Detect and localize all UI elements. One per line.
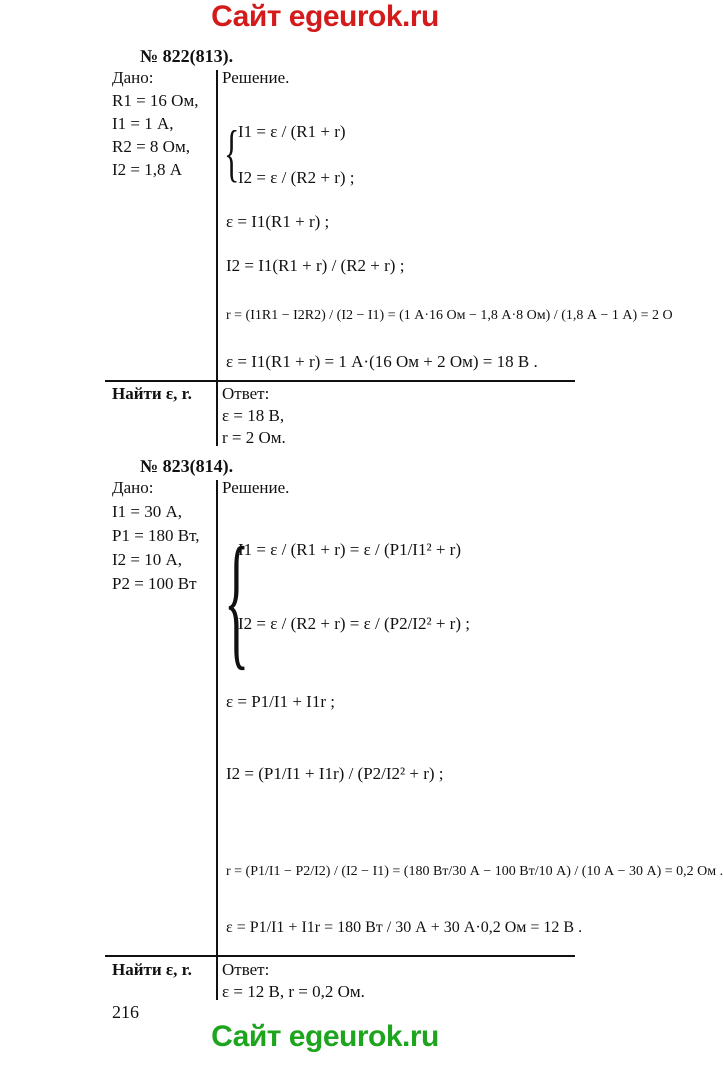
answer-item: ε = 18 В,: [222, 406, 285, 425]
solution-step: ε = I1(R1 + r) ;: [226, 212, 330, 231]
divider-vertical: [216, 480, 218, 1000]
solution-step: r = (I1R1 − I2R2) / (I2 − I1) = (1 А·16 Ом − 1,8 А·8 Ом) / (1,8 А − 1 А) = 2 О: [226, 308, 673, 323]
solution-label: Решение.: [222, 478, 290, 497]
given-item: P1 = 180 Вт,: [112, 526, 200, 545]
page-number: 216: [112, 1002, 139, 1022]
divider-vertical: [216, 70, 218, 446]
given-item: I1 = 1 А,: [112, 114, 174, 133]
solution-step: ε = I1(R1 + r) = 1 А·(16 Ом + 2 Ом) = 18 В .: [226, 352, 538, 371]
divider-horizontal: [105, 380, 575, 382]
given-item: P2 = 100 Вт: [112, 574, 197, 593]
given-item: R1 = 16 Ом,: [112, 91, 199, 110]
find-label: Найти ε, r.: [112, 960, 192, 979]
solution-step: I2 = ε / (R2 + r) ;: [238, 168, 355, 187]
solution-step: I2 = I1(R1 + r) / (R2 + r) ;: [226, 256, 405, 275]
answer-label: Ответ:: [222, 960, 270, 979]
solution-step: ε = P1/I1 + I1r ;: [226, 692, 335, 711]
solution-step: I2 = ε / (R2 + r) = ε / (P2/I2² + r) ;: [238, 614, 470, 633]
solution-step: ε = P1/I1 + I1r = 180 Вт / 30 А + 30 А·0,2 Ом = 12 В .: [226, 919, 583, 936]
brace-icon: {: [224, 517, 250, 683]
solution-step: I2 = (P1/I1 + I1r) / (P2/I2² + r) ;: [226, 764, 444, 783]
solution-step: I1 = ε / (R1 + r) = ε / (P1/I1² + r): [238, 540, 461, 559]
brace-icon: {: [224, 117, 240, 188]
answer-item: ε = 12 В, r = 0,2 Ом.: [222, 982, 365, 1001]
problem-823-title: № 823(814).: [140, 456, 234, 476]
problem-822-title: № 822(813).: [140, 46, 234, 66]
given-label: Дано:: [112, 68, 154, 87]
divider-horizontal: [105, 955, 575, 957]
answer-label: Ответ:: [222, 384, 270, 403]
watermark-top: Сайт egeurok.ru: [211, 0, 439, 33]
given-label: Дано:: [112, 478, 154, 497]
given-item: I2 = 10 А,: [112, 550, 183, 569]
watermark-bottom: Сайт egeurok.ru: [211, 1020, 439, 1053]
find-label: Найти ε, r.: [112, 384, 192, 403]
given-item: R2 = 8 Ом,: [112, 137, 190, 156]
given-item: I2 = 1,8 А: [112, 160, 183, 179]
answer-item: r = 2 Ом.: [222, 428, 286, 447]
given-item: I1 = 30 А,: [112, 502, 183, 521]
solution-step: r = (P1/I1 − P2/I2) / (I2 − I1) = (180 Вт/30 А − 100 Вт/10 А) / (10 А − 30 А) = 0,2 Ом .: [226, 864, 723, 879]
solution-label: Решение.: [222, 68, 290, 87]
solution-step: I1 = ε / (R1 + r): [238, 122, 346, 141]
